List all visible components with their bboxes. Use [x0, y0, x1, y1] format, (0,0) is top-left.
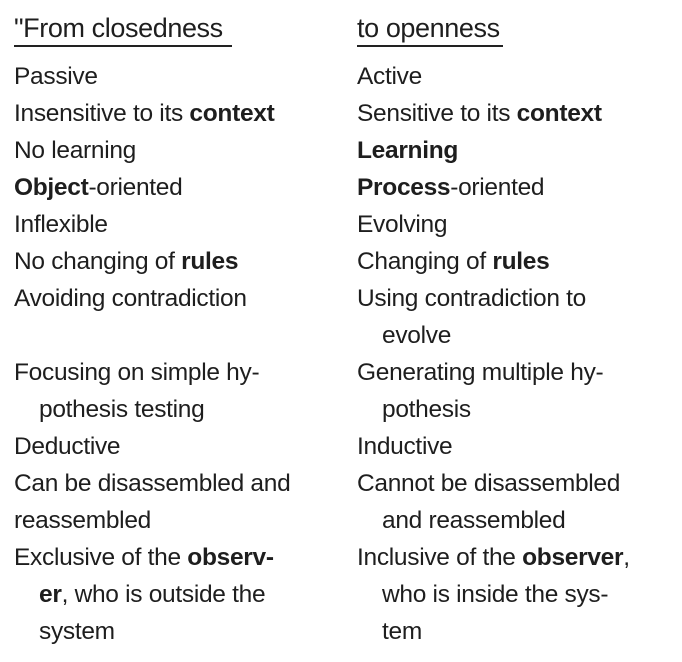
right-entry — [357, 354, 603, 428]
entry-text: tem — [382, 618, 422, 645]
entry-text: Using contradiction to — [357, 285, 586, 312]
entry-text: Insensitive to its — [14, 100, 190, 127]
right-entry — [357, 206, 447, 243]
right-entry — [357, 243, 549, 280]
entry-text: Active — [357, 63, 422, 90]
entry-text: Deductive — [14, 433, 121, 460]
entry-text: Inclusive of the — [357, 544, 523, 571]
right-entry — [357, 539, 630, 650]
right-entry — [357, 280, 586, 354]
entry-line — [357, 354, 603, 391]
entry-line — [357, 539, 630, 576]
left-entry — [14, 169, 182, 206]
entry-text: Inductive — [357, 433, 453, 460]
entry-text: No changing of — [14, 248, 182, 275]
entry-line — [14, 391, 259, 428]
entry-line — [357, 243, 549, 280]
entry-text: -oriented — [88, 174, 183, 201]
entry-text: Cannot be disassembled — [357, 470, 621, 497]
right-entry — [357, 95, 602, 132]
entry-line — [357, 391, 603, 428]
entry-text: reassembled — [14, 507, 151, 534]
left-entry — [14, 243, 238, 280]
bold-term: observ- — [187, 544, 274, 571]
left-entry — [14, 206, 108, 243]
right-entry — [357, 169, 544, 206]
left-heading-underline — [14, 45, 232, 47]
entry-line — [14, 465, 290, 502]
entry-line — [357, 317, 586, 354]
entry-line — [357, 428, 452, 465]
entry-text: Changing of — [357, 248, 493, 275]
left-entry — [14, 58, 98, 95]
entry-text: No learning — [14, 137, 136, 164]
entry-text: evolve — [382, 322, 452, 349]
entry-line — [14, 280, 247, 317]
entry-line — [357, 95, 602, 132]
bold-term: er — [39, 581, 62, 608]
entry-text: -oriented — [450, 174, 545, 201]
entry-text: pothesis — [382, 396, 471, 423]
bold-term: rules — [181, 248, 239, 275]
entry-line — [14, 428, 120, 465]
entry-line — [14, 95, 274, 132]
entry-line — [14, 243, 238, 280]
entry-text: , who is outside the — [61, 581, 266, 608]
entry-text: who is inside the sys- — [382, 581, 609, 608]
left-entry — [14, 354, 259, 428]
bold-term: context — [189, 100, 275, 127]
entry-text: Sensitive to its — [357, 100, 517, 127]
right-entry — [357, 132, 458, 169]
entry-text: pothesis testing — [39, 396, 205, 423]
left-entry — [14, 95, 274, 132]
entry-text: Exclusive of the — [14, 544, 188, 571]
entry-text: Generating multiple hy- — [357, 359, 604, 386]
entry-line — [14, 354, 259, 391]
entry-text: Passive — [14, 63, 98, 90]
entry-text: and reassembled — [382, 507, 566, 534]
entry-line — [357, 502, 620, 539]
entry-text: Can be disassembled and — [14, 470, 291, 497]
entry-line — [357, 576, 630, 613]
openness-heading: to openness — [357, 13, 500, 43]
left-entry — [14, 428, 120, 465]
entry-line — [14, 613, 274, 650]
entry-line — [357, 58, 422, 95]
entry-text: system — [39, 618, 115, 645]
left-entry — [14, 132, 136, 169]
entry-line — [357, 280, 586, 317]
left-entry — [14, 539, 274, 650]
entry-line — [357, 465, 620, 502]
entry-text: , — [623, 544, 630, 571]
right-entry — [357, 465, 620, 539]
entry-line — [357, 613, 630, 650]
left-entry — [14, 280, 247, 317]
entry-line — [357, 132, 458, 169]
entry-line — [357, 206, 447, 243]
entry-line — [14, 576, 274, 613]
bold-term: Process — [357, 174, 451, 201]
entry-line — [14, 206, 108, 243]
entry-text: Avoiding contradiction — [14, 285, 247, 312]
entry-line — [14, 132, 136, 169]
bold-term: Object — [14, 174, 89, 201]
bold-term: observer — [522, 544, 624, 571]
right-heading-underline — [357, 45, 503, 47]
bold-term: context — [516, 100, 602, 127]
bold-term: rules — [492, 248, 550, 275]
left-entry — [14, 465, 290, 539]
entry-line — [14, 58, 98, 95]
entry-line — [14, 502, 290, 539]
entry-text: Inflexible — [14, 211, 108, 238]
entry-text: Evolving — [357, 211, 448, 238]
right-entry — [357, 58, 422, 95]
bold-term: Learning — [357, 137, 459, 164]
entry-line — [357, 169, 544, 206]
closedness-heading: "From closedness — [14, 13, 223, 43]
right-entry — [357, 428, 452, 465]
entry-line — [14, 539, 274, 576]
entry-text: Focusing on simple hy- — [14, 359, 260, 386]
entry-line — [14, 169, 182, 206]
